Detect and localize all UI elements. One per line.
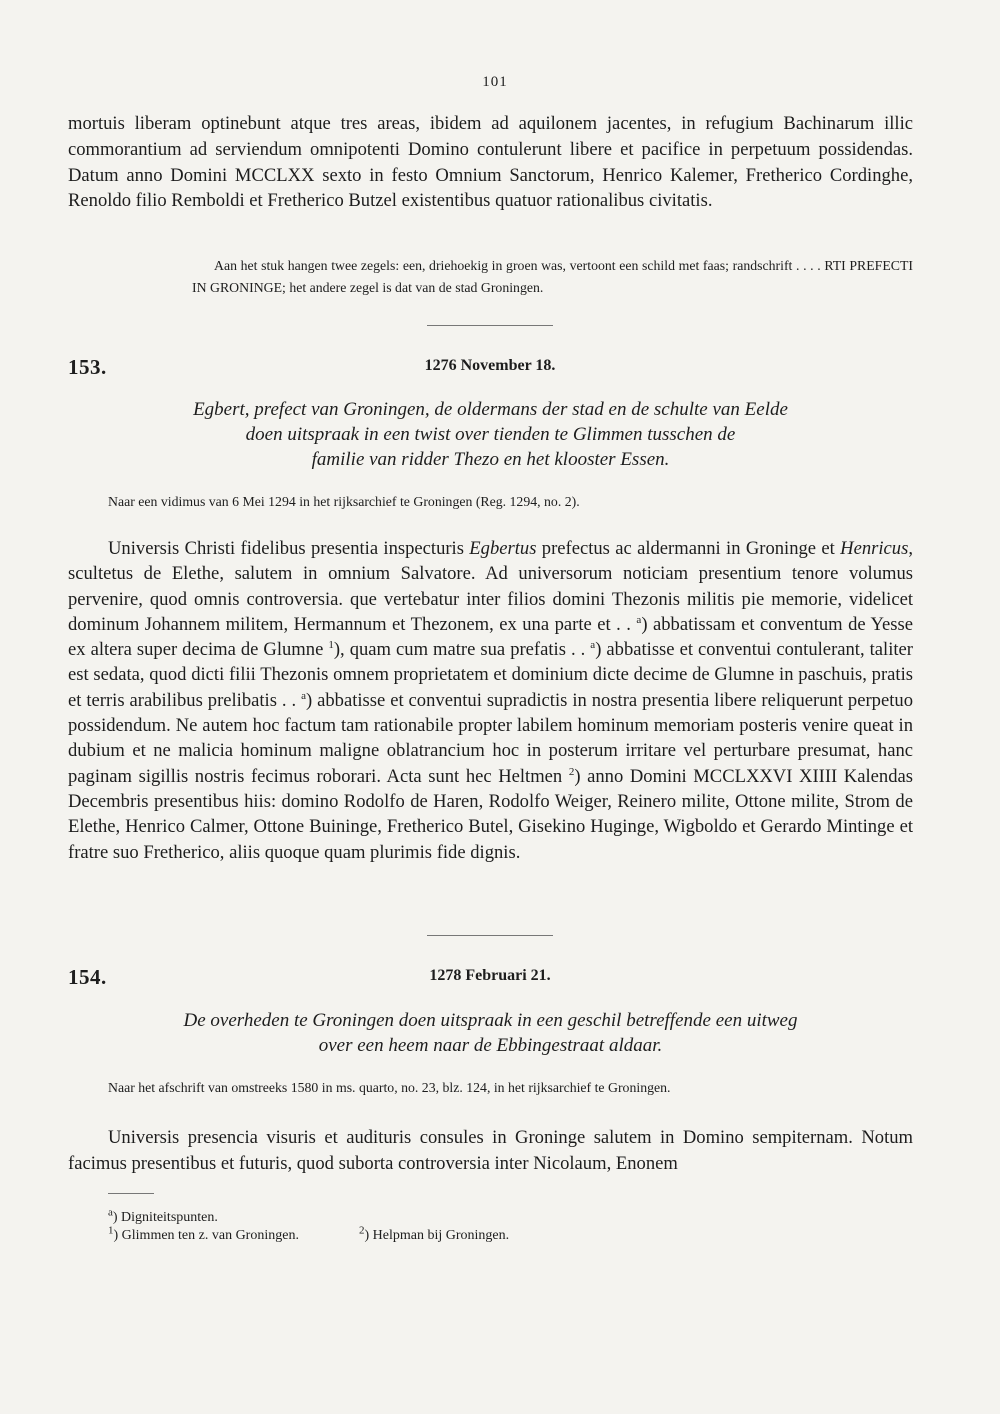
section-divider (427, 325, 553, 326)
seal-note: Aan het stuk hangen twee zegels: een, driehoekig in groen was, vertoont een schild met faas; randschrift . . . . RTI PREFECTI IN GRONINGE; het andere zegel is dat van de stad Groningen. (192, 258, 913, 295)
text-run: Universis Christi fidelibus presentia inspecturis (108, 538, 470, 559)
document-text-154: Universis presencia visuris et audituris consules in Groninge salutem in Domino sempiternam. Notum facimus presentibus et futuris, quod suborta controversia inter Nicolaum, Enonem (68, 1127, 913, 1174)
document-source-153: Naar een vidimus van 6 Mei 1294 in het rijksarchief te Groningen (Reg. 1294, no. 2). (108, 494, 580, 509)
summary-line: De overheden te Groningen doen uitspraak in een geschil betreffende een uitweg (183, 1010, 798, 1031)
text-run-italic: Henricus (840, 538, 909, 559)
footnote-1 (108, 1226, 299, 1246)
document-source-154: Naar het afschrift van omstreeks 1580 in ms. quarto, no. 23, blz. 124, in het rijksarchief te Groningen. (108, 1080, 671, 1095)
footnote-marker: a (108, 1206, 113, 1219)
footnote-text: ) Glimmen ten z. van Groningen. (113, 1228, 299, 1243)
footnote-rule (108, 1193, 154, 1194)
summary-line: doen uitspraak in een twist over tienden te Glimmen tusschen de (245, 424, 736, 445)
document-text-153 (68, 536, 913, 865)
text-run: prefectus ac aldermanni in Groninge et (536, 538, 841, 559)
document-date-154: 1278 Februari 21. (429, 967, 551, 984)
footnote-2 (359, 1226, 509, 1246)
footnote-marker: a (590, 639, 596, 651)
summary-line: Egbert, prefect van Groningen, de oldermans der stad en de schulte van Eelde (193, 399, 788, 420)
intro-paragraph: mortuis liberam optinebunt atque tres areas, ibidem ad aquilonem jacentes, in refugium Bachinarum illic commorantium ad serviendum omnipotenti Domino contulerunt libere et pacifice in perpetuum possidendas. Datum anno Domini MCCLXX sexto in festo Omnium Sanctorum, Henrico Kalemer, Fretherico Cordinghe, Renoldo filio Remboldi et Fretherico Butzel existentibus quatuor rationalibus civitatis. (68, 113, 913, 212)
footnote-marker: 2 (359, 1224, 365, 1237)
footnote-marker: 2 (568, 765, 575, 778)
text-run: , scultetus de Elethe, salutem in omnium Salvatore. Ad universorum noticiam presentium tenore volumus pervenire, quod omnis controversia. que vertebatur inter filios domini Thezonis militis pie memorie, videlicet dominum Johannem militem, Hermannum et Thezonem, ex una parte et . . (68, 538, 913, 635)
page-number: 101 (482, 74, 508, 90)
summary-line: over een heem naar de Ebbingestraat aldaar. (318, 1035, 663, 1056)
document-summary-154 (68, 1008, 913, 1058)
document-summary-153 (68, 397, 913, 472)
footnote-marker: a (636, 613, 642, 626)
text-run: ) anno Domini MCCLXXVI XIIII Kalendas Decembris presentibus hiis: domino Rodolfo de Haren, Rodolfo Weiger, Reinero milite, Ottone milite, Strom de Elethe, Henrico Calmer, Ottone Buininge, Fretherico Butel, Gisekino Huginge, Wigboldo et Gerardo Mintinge et fratre suo Fretherico, aliis quoque quam plurimis fide dignis. (68, 765, 913, 863)
footnote-marker: 1 (108, 1224, 114, 1237)
document-number-153: 153. (68, 355, 107, 379)
footnote-marker: a (301, 689, 306, 702)
text-run: ), quam cum matre sua prefatis . . (333, 639, 591, 661)
footnote-text: ) Digniteitspunten. (112, 1210, 218, 1225)
footnote-a (108, 1208, 218, 1228)
text-run: ) abbatisse et conventui supradictis in nostra presentia libere reliquerunt perpetuo possidendum. Ne autem hoc factum tam rationabile propter labilem hominum memoriam posteris venire queat in dubium et ne malicia hominum maligne oblatrancium hoc in posterum irritare vel perturbare presumat, hanc paginam sigillis nostris fecimus roborari. Acta sunt hec Heltmen (68, 689, 913, 787)
footnote-marker: 1 (328, 639, 334, 651)
text-run: ) abbatisse et conventui contulerant, taliter est sedata, quod dicti filii Thezonis omnem proprietatem et dominium dicte decime de Glumne in paschuis, pratis et terris arabilibus prelibatis . . (68, 639, 913, 711)
document-date-153: 1276 November 18. (424, 357, 556, 374)
footnote-text: ) Helpman bij Groningen. (364, 1228, 510, 1243)
text-run: ) abbatissam et conventum de Yesse ex altera super decima de Glumne (68, 613, 913, 661)
document-number-154: 154. (68, 965, 107, 989)
section-divider (427, 935, 553, 936)
summary-line: familie van ridder Thezo en het klooster Essen. (311, 449, 670, 470)
text-run-italic: Egbertus (469, 538, 537, 559)
